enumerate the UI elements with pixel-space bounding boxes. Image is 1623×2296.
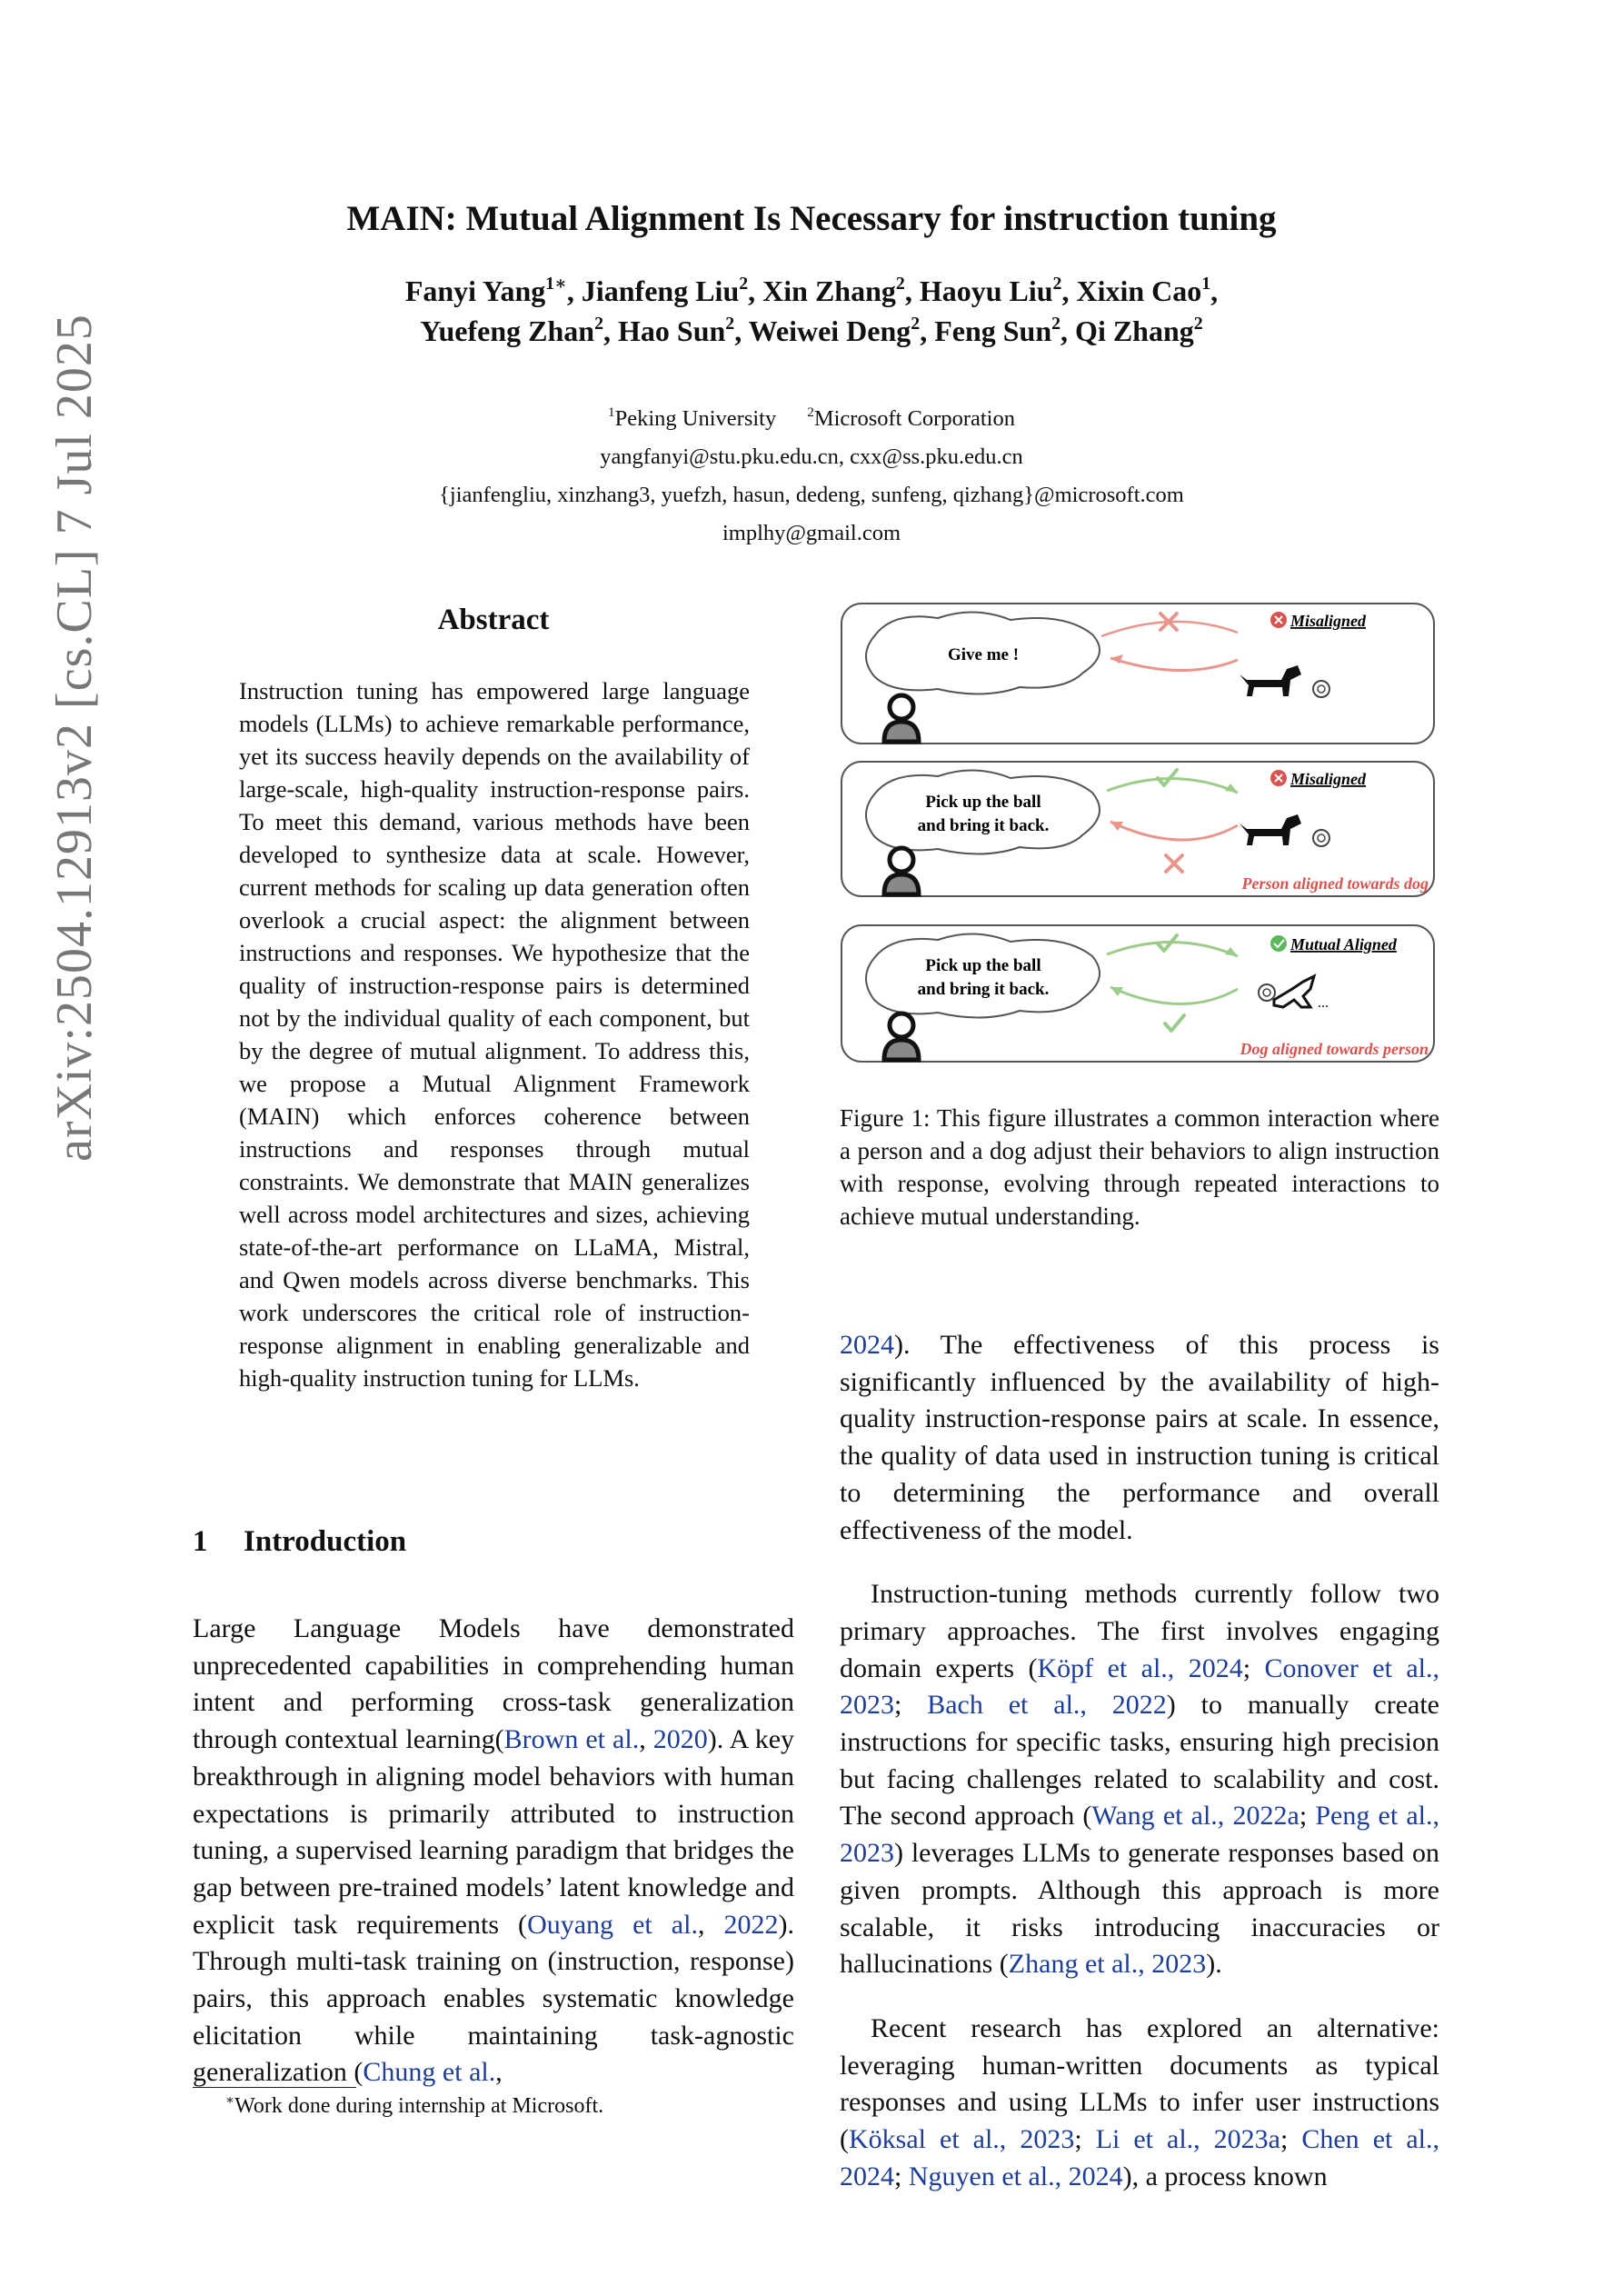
citation-link[interactable]: Brown et al. xyxy=(503,1724,640,1755)
author-line-2 xyxy=(0,311,1623,351)
speech-bubble xyxy=(866,933,1100,1017)
author-line-1 xyxy=(0,271,1623,311)
intro-paragraph xyxy=(193,1583,794,2119)
abstract-text: Instruction tuning has empowered large language models (LLMs) to achieve remarkable performance, yet its success heavily depends on the availability of large-scale, high-quality instruction-response pairs. To meet this demand, various methods have been developed to synthesize data at scale. However, current methods for scaling up data generation often overlook a crucial aspect: the alignment between instructions and responses. We hypothesize that the quality of instruction-response pairs is determined not by the individual quality of each component, but by the degree of mutual alignment. To address this, we propose a Mutual Alignment Framework (MAIN) which enforces coherence between instructions and responses through mutual constraints. We demonstrate that MAIN generalizes well across model architectures and sizes, achieving state-of-the-art performance on LLaMA, Mistral, and Qwen models across diverse benchmarks. This work underscores the critical role of instruction-response alignment in enabling generalizable and high-quality instruction tuning for LLMs. xyxy=(239,677,750,1392)
citation-link[interactable]: Ouyang et al. xyxy=(527,1909,698,1940)
body-text: ). Through multi-task training on (instruction, response) pairs, this approach enables systematic knowledge elicitation while maintaining task-agnostic generalization ( xyxy=(193,1909,795,2088)
right-column-text xyxy=(840,1300,1439,2222)
citation-link[interactable]: Bach et al., 2022 xyxy=(927,1690,1167,1721)
speech-line: and bring it back. xyxy=(917,816,1050,835)
status-mutual-aligned: Mutual Aligned xyxy=(1290,935,1397,953)
speech-text: Give me ! xyxy=(947,645,1020,664)
body-text: ; xyxy=(1299,1801,1316,1832)
ball-icon xyxy=(1313,681,1329,697)
body-text: , xyxy=(639,1724,653,1755)
citation-link[interactable]: Chung et al. xyxy=(363,2057,496,2088)
citation-link[interactable]: Zhang et al., 2023 xyxy=(1008,1949,1207,1980)
figure-panel-misaligned-2 xyxy=(841,762,1434,896)
body-text: ; xyxy=(1280,2124,1302,2155)
citation-link[interactable]: Köpf et al., 2024 xyxy=(1037,1652,1243,1683)
section-number: 1 xyxy=(193,1525,208,1558)
author: Fanyi Yang$^{1∗}$, xyxy=(404,274,582,307)
body-text: , xyxy=(697,1909,724,1940)
paragraph xyxy=(840,2011,1439,2196)
email-line[interactable]: implhy@gmail.com xyxy=(722,521,901,545)
paragraph xyxy=(840,1576,1439,1983)
status-misaligned: Misaligned xyxy=(1290,770,1367,788)
body-text: ). A key breakthrough in aligning model behaviors with human expectations is primarily attributed to instruction tuning, a supervised learning paradigm that bridges the gap between pre-trained models’ latent knowledge and explicit task requirements ( xyxy=(193,1724,795,1940)
body-text: Recent research has explored an alternative: leveraging human-written documents as typical responses and using LLMs to infer user instructions ( xyxy=(840,2012,1439,2155)
body-text: ; xyxy=(1242,1652,1265,1683)
footnote-rule xyxy=(193,2087,356,2088)
body-text: ) leverages LLMs to generate responses based on given prompts. Although this approach is more scalable, it risks introducing inaccuracies or hallucinations ( xyxy=(840,1838,1439,1980)
author: Yuefeng Zhan$^2$, xyxy=(420,314,618,347)
citation-link[interactable]: Nguyen et al., 2024 xyxy=(908,2161,1123,2191)
footnote: ∗Work done during internship at Microsoft. xyxy=(225,2093,604,2118)
author: Xin Zhang$^2$, xyxy=(762,274,920,307)
author: Jianfeng Liu$^2$, xyxy=(581,274,763,307)
citation-link[interactable]: Li et al., 2023a xyxy=(1095,2124,1280,2155)
body-text: ). xyxy=(1206,1949,1222,1980)
author: Qi Zhang$^2$ xyxy=(1075,314,1203,347)
ball-icon xyxy=(1259,984,1275,1001)
citation-link[interactable]: 2024 xyxy=(840,1330,894,1360)
author: Weiwei Deng$^2$, xyxy=(748,314,935,347)
figure-panel-mutual-aligned xyxy=(841,925,1434,1062)
abstract-heading: Abstract xyxy=(437,604,550,636)
affiliation-microsoft: Microsoft Corporation xyxy=(813,406,1015,431)
paper-title: MAIN: Mutual Alignment Is Necessary for instruction tuning xyxy=(346,199,1277,238)
status-misaligned: Misaligned xyxy=(1290,612,1367,630)
author: Feng Sun$^2$, xyxy=(934,314,1076,347)
figure-1 xyxy=(838,600,1438,1073)
body-text: ) to manually create instructions for specific tasks, ensuring high precision but facing challenges related to scalability and cost. The second approach ( xyxy=(840,1690,1439,1832)
affiliation-line: $^1$Peking University $^2$Microsoft Corporation xyxy=(608,404,1015,431)
body-text: ; xyxy=(894,2161,909,2191)
email-line[interactable]: yangfanyi@stu.pku.edu.cn, cxx@ss.pku.edu.cn xyxy=(600,444,1023,469)
affiliation-peking: Peking University xyxy=(614,406,777,431)
speech-line: Pick up the ball xyxy=(925,956,1041,975)
body-text: ). The effectiveness of this process is significantly influenced by the availability of high-quality instruction-response pairs at scale. In essence, the quality of data used in instruction tuning is critical to determining the performance and overall effectiveness of the model. xyxy=(840,1330,1439,1545)
citation-link[interactable]: Peng et al., 2023 xyxy=(840,1801,1439,1869)
body-text: ; xyxy=(1074,2124,1096,2155)
speech-line: and bring it back. xyxy=(917,980,1050,999)
author-list xyxy=(0,271,1623,351)
citation-link[interactable]: Conover et al., 2023 xyxy=(840,1652,1440,1721)
author: Xixin Cao$^1$, xyxy=(1076,274,1219,307)
citation-link[interactable]: Köksal et al., 2023 xyxy=(849,2124,1075,2155)
body-text: Instruction-tuning methods currently follow two primary approaches. The first involves engaging domain experts ( xyxy=(840,1579,1439,1683)
citation-link[interactable]: Wang et al., 2022a xyxy=(1091,1801,1299,1832)
alignment-note: Dog aligned towards person xyxy=(1240,1040,1429,1058)
body-text: ), a process known xyxy=(1122,2161,1328,2191)
speech-bubble xyxy=(866,770,1100,854)
citation-link[interactable]: Chen et al., 2024 xyxy=(840,2124,1440,2191)
author: Hao Sun$^2$, xyxy=(618,314,749,347)
ellipsis: ... xyxy=(1318,995,1329,1011)
arxiv-identifier: arXiv:2504.12913v2 [cs.CL] 7 Jul 2025 xyxy=(46,314,103,1162)
section-title: Introduction xyxy=(244,1525,407,1558)
ball-icon xyxy=(1313,830,1329,846)
paragraph xyxy=(840,1327,1439,1549)
body-text: Large Language Models have demonstrated unprecedented capabilities in comprehending human intent and performing cross-task generalization through contextual learning( xyxy=(193,1613,794,1755)
citation-link[interactable]: 2020 xyxy=(652,1724,708,1755)
email-line[interactable]: {jianfengliu, xinzhang3, yuefzh, hasun, dedeng, sunfeng, qizhang}@microsoft.com xyxy=(439,483,1184,507)
alignment-note: Person aligned towards dog xyxy=(1241,874,1429,893)
figure-panel-misaligned-1 xyxy=(841,604,1434,744)
section-heading xyxy=(193,1525,406,1559)
citation-link[interactable]: 2022 xyxy=(723,1909,779,1940)
author: Haoyu Liu$^2$, xyxy=(919,274,1077,307)
body-text: , xyxy=(495,2057,503,2088)
body-text: ; xyxy=(894,1690,928,1721)
speech-line: Pick up the ball xyxy=(925,793,1041,812)
figure-caption: Figure 1: This figure illustrates a common interaction where a person and a dog adjust their behaviors to align instruction with response, evolving through repeated interactions to achieve mutual understanding. xyxy=(840,1104,1439,1230)
affiliations-block xyxy=(0,400,1623,553)
